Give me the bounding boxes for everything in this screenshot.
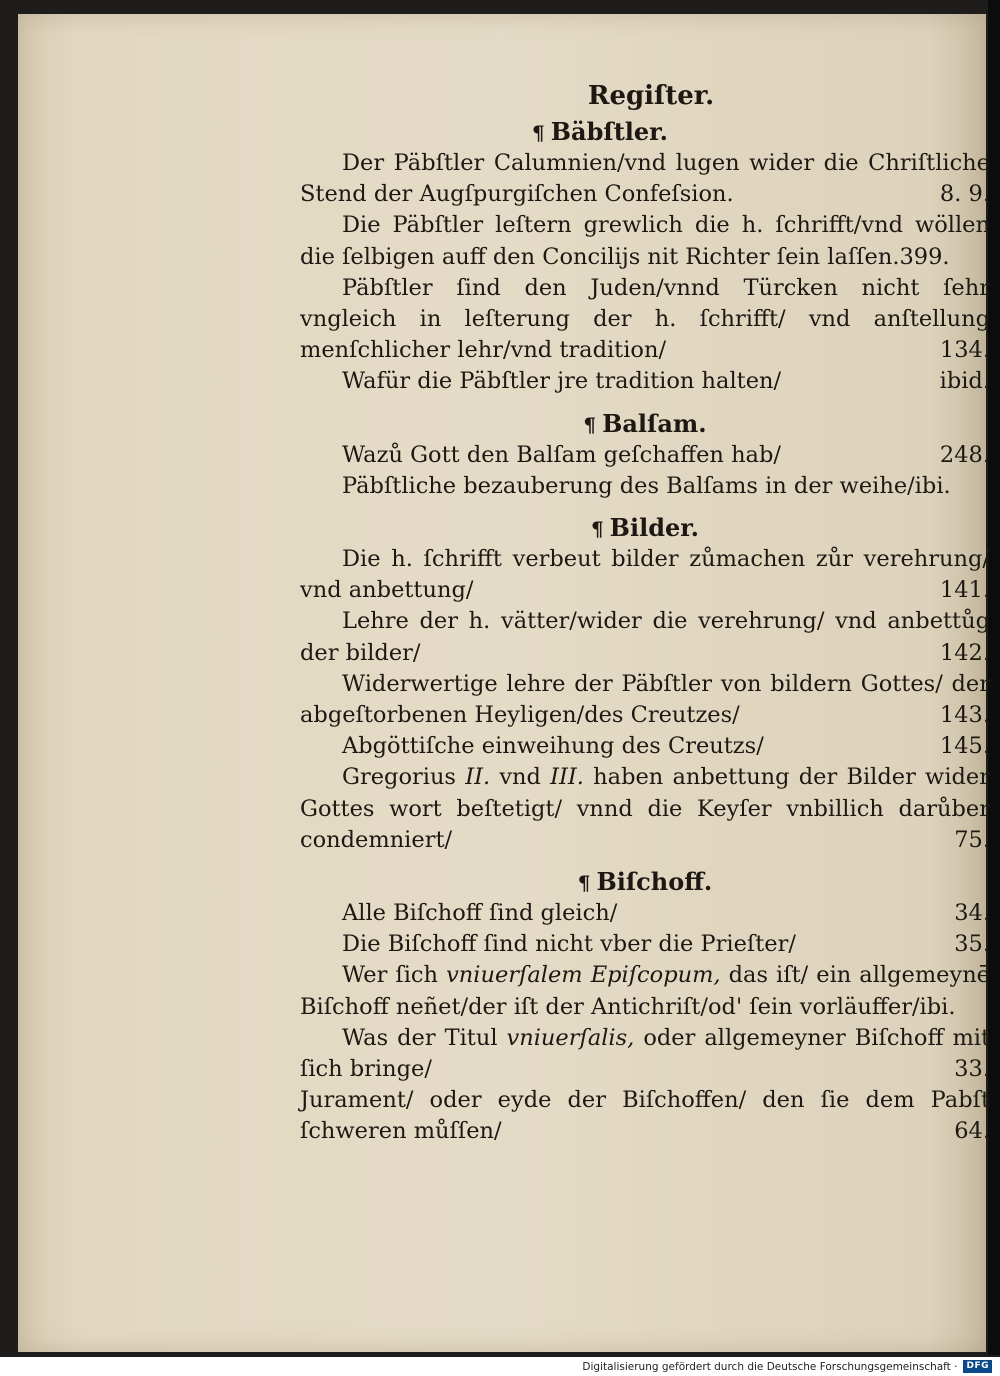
entry-page-ref: 34. bbox=[954, 900, 990, 927]
pilcrow-icon: ¶ bbox=[532, 121, 545, 145]
pilcrow-icon: ¶ bbox=[590, 517, 604, 542]
section-heading-label: Balſam. bbox=[602, 408, 707, 438]
section-heading-label: Bilder. bbox=[609, 513, 700, 543]
entry-text: Was der Titul bbox=[342, 1024, 498, 1051]
entry-text: oder allgemeyner Biſchoff mit ſich bringe/ bbox=[300, 1024, 991, 1083]
entry-page-ref: 75. bbox=[954, 826, 990, 853]
entry-text: Die h. ſchrifft verbeut bilder zůmachen zůr verehrung/ vnd anbettung/ bbox=[300, 546, 990, 604]
register-entry bbox=[300, 1085, 990, 1147]
entry-text: Die Päbſtler leſtern grewlich die h. ſchrifft/vnd wöllen die ſelbigen auff den Concilijs nit Richter ſein laſſen. bbox=[300, 212, 990, 270]
section-heading-bischoff bbox=[300, 866, 990, 898]
entry-text: Widerwertige lehre der Päbſtler von bildern Gottes/ der abgeſtorbenen Heyligen/des Creutzes/ bbox=[300, 670, 990, 729]
entry-text: Wafür die Päbſtler jre tradition halten/ bbox=[342, 368, 782, 395]
entry-page-ref: 142. bbox=[939, 639, 990, 666]
pilcrow-icon: ¶ bbox=[577, 871, 591, 896]
register-entry bbox=[300, 731, 990, 762]
entry-text: Abgöttiſche einweihung des Creutzs/ bbox=[342, 733, 764, 760]
section-heading-balsam bbox=[300, 408, 990, 440]
entry-page-ref: 141. bbox=[939, 577, 990, 604]
page-title: Regiſter. bbox=[587, 81, 715, 111]
entry-text: Lehre der h. vätter/wider die verehrung/ vnd anbettůg der bilder/ bbox=[300, 608, 990, 666]
entry-page-ref: 248. bbox=[939, 441, 990, 468]
entry-page-ref: 399. bbox=[899, 243, 950, 270]
register-entry bbox=[300, 669, 990, 731]
register-entry bbox=[300, 544, 990, 606]
register-entry bbox=[300, 210, 990, 272]
register-entry bbox=[300, 898, 990, 929]
entry-roman-numeral: III. bbox=[550, 764, 584, 791]
digitization-footer bbox=[0, 1357, 1000, 1376]
entry-text: Päbſtler ſind den Juden/vnnd Türcken nicht ſehr vngleich in leſterung der h. ſchrifft/ vnd anſtellung menſchlicher lehr/vnd tradition/ bbox=[300, 274, 990, 364]
register-entry bbox=[300, 148, 990, 210]
entry-page-ref: 35. bbox=[954, 931, 990, 958]
entry-text: Alle Biſchoff ſind gleich/ bbox=[342, 900, 618, 927]
entry-text: Päbſtliche bezauberung des Balſams in der weihe/ibi. bbox=[342, 472, 951, 499]
entry-page-ref: 33. bbox=[954, 1056, 990, 1083]
book-page bbox=[18, 14, 991, 1352]
register-text bbox=[300, 78, 990, 1148]
entry-page-ref: 134. bbox=[939, 337, 990, 364]
register-entry bbox=[300, 960, 990, 1022]
entry-page-ref: ibid. bbox=[939, 368, 990, 395]
entry-text: Wazů Gott den Balſam geſchaffen hab/ bbox=[342, 441, 781, 468]
register-entry bbox=[300, 440, 990, 471]
pilcrow-icon: ¶ bbox=[583, 412, 597, 437]
entry-text: vnd bbox=[499, 764, 541, 791]
register-entry bbox=[300, 366, 990, 397]
entry-roman-numeral: II. bbox=[465, 764, 491, 791]
register-entry bbox=[300, 471, 990, 502]
register-entry bbox=[300, 762, 990, 856]
entry-latin-term: vniuerſalem Epiſcopum, bbox=[446, 962, 721, 989]
entry-page-ref: 143. bbox=[939, 702, 990, 729]
footer-credit-text: Digitalisierung gefördert durch die Deutsche Forschungsgemeinschaft · bbox=[582, 1360, 958, 1373]
entry-latin-term: vniuerſalis, bbox=[506, 1024, 635, 1051]
register-entry bbox=[300, 1023, 990, 1085]
entry-page-ref: 64. bbox=[954, 1118, 990, 1145]
section-heading-bilder bbox=[300, 512, 990, 544]
entry-page-ref: 145. bbox=[939, 733, 990, 760]
section-heading-label: Bäbſtler. bbox=[550, 117, 668, 146]
entry-page-ref: 8. 9. bbox=[939, 181, 990, 208]
entry-text: haben anbettung der Bilder wider Gottes wort beſtetigt/ vnnd die Keyſer vnbillich darůber condemniert/ bbox=[300, 764, 990, 853]
entry-text: das iſt/ ein allgemeynē Biſchoff neñet/der iſt der Antichriſt/od' ſein vorläuffer/ibi. bbox=[300, 962, 990, 1020]
entry-text: Der Päbſtler Calumnien/vnd lugen wider die Chriſtliche Stend der Augſpurgiſchen Confeſsion. bbox=[300, 150, 990, 208]
entry-text: Die Biſchoff ſind nicht vber die Prieſter/ bbox=[342, 931, 796, 958]
entry-text: Wer ſich bbox=[342, 962, 439, 989]
register-entry bbox=[300, 273, 990, 367]
register-entry bbox=[300, 606, 990, 668]
entry-text: Gregorius bbox=[342, 764, 456, 791]
entry-text: Jurament/ oder eyde der Biſchoffen/ den ſie dem Pabſt ſchweren můſſen/ bbox=[300, 1087, 990, 1145]
section-heading-label: Biſchoff. bbox=[596, 867, 713, 897]
dfg-logo: DFG bbox=[963, 1360, 992, 1373]
register-entry bbox=[300, 929, 990, 960]
section-heading-baebstler bbox=[300, 116, 990, 148]
